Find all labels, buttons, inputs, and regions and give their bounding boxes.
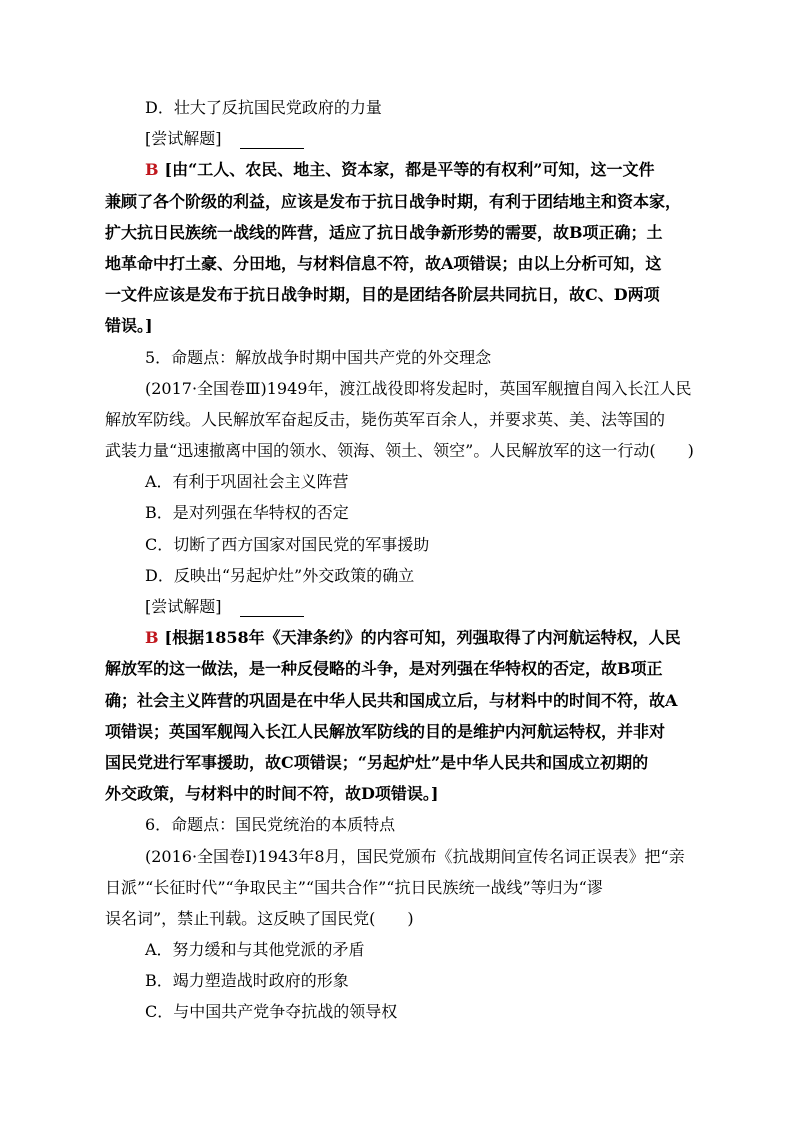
q6-stem-line: 误名词”，禁止刊载。这反映了国民党( ): [105, 908, 414, 928]
answer-letter: B: [145, 160, 159, 180]
q5-explanation-line: 外交政策，与材料中的时间不符，故D项错误。]: [105, 784, 439, 804]
q5-option-a: A．有利于巩固社会主义阵营: [145, 472, 349, 492]
q5-option-b: B．是对列强在华特权的否定: [145, 503, 349, 523]
q5-stem-line: (2017·全国卷Ⅲ)1949年，渡江战役即将发起时，英国军舰擅自闯入长江人民: [145, 378, 692, 398]
q5-explanation-line: 国民党进行军事援助，故C项错误；“另起炉灶”是中华人民共和国成立初期的: [105, 752, 649, 772]
q6-stem-line: 日派”“长征时代”“争取民主”“国共合作”“抗日民族统一战线”等归为“谬: [105, 877, 603, 897]
q5-option-c: C．切断了西方国家对国民党的军事援助: [145, 534, 430, 554]
q5-stem-line: 解放军防线。人民解放军奋起反击，毙伤英军百余人，并要求英、美、法等国的: [105, 409, 666, 429]
q5-explanation-line: B [根据1858年《天津条约》的内容可知，列强取得了内河航运特权，人民: [145, 628, 681, 648]
q5-try-solve: [105, 591, 683, 622]
q4-explanation-line: 一文件应该是发布于抗日战争时期，目的是团结各阶层共同抗日，故C、D两项: [105, 285, 660, 305]
document-content: [105, 92, 694, 1028]
q6-option-c: C．与中国共产党争夺抗战的领导权: [145, 1002, 398, 1022]
q4-explanation-line: 地革命中打土豪、分田地，与材料信息不符，故A项错误；由以上分析可知，这: [105, 253, 662, 273]
answer-blank[interactable]: [240, 598, 304, 617]
q4-try-solve: [105, 123, 683, 154]
q4-explanation-line: 错误。]: [105, 316, 153, 336]
q6-option-b: B．竭力塑造战时政府的形象: [145, 971, 349, 991]
q4-explanation-line: 扩大抗日民族统一战线的阵营，适应了抗日战争新形势的需要，故B项正确；土: [105, 222, 663, 242]
q5-option-d: D．反映出“另起炉灶”外交政策的确立: [145, 565, 415, 585]
q5-stem-line: 武装力量“迅速撤离中国的领水、领海、领土、领空”。人民解放军的这一行动( ): [105, 441, 694, 461]
q5-explanation-line: 解放军的这一做法，是一种反侵略的斗争，是对列强在华特权的否定，故B项正: [105, 659, 663, 679]
q6-title: 6．命题点：国民党统治的本质特点: [145, 815, 396, 835]
q6-option-a: A．努力缓和与其他党派的矛盾: [145, 940, 365, 960]
q5-explanation-line: 确；社会主义阵营的巩固是在中华人民共和国成立后，与材料中的时间不符，故A: [105, 690, 678, 710]
q4-option-d: D．壮大了反抗国民党政府的力量: [145, 98, 382, 117]
try-solve-label: [尝试解题]: [145, 597, 222, 616]
try-solve-label: [尝试解题]: [145, 129, 222, 149]
answer-blank[interactable]: [240, 130, 304, 149]
q5-explanation-line: 项错误；英国军舰闯入长江人民解放军防线的目的是维护内河航运特权，并非对: [105, 721, 666, 741]
q6-stem-line: (2016·全国卷Ⅰ)1943年8月，国民党颁布《抗战期间宣传名词正误表》把“亲: [145, 846, 685, 866]
q5-title: 5．命题点：解放战争时期中国共产党的外交理念: [145, 347, 492, 367]
answer-letter: B: [145, 628, 159, 648]
q4-explanation-line: 兼顾了各个阶级的利益，应该是发布于抗日战争时期，有利于团结地主和资本家，: [105, 191, 682, 211]
q4-explanation-line: B [由“工人、农民、地主、资本家，都是平等的有权利”可知，这一文件: [145, 160, 655, 180]
